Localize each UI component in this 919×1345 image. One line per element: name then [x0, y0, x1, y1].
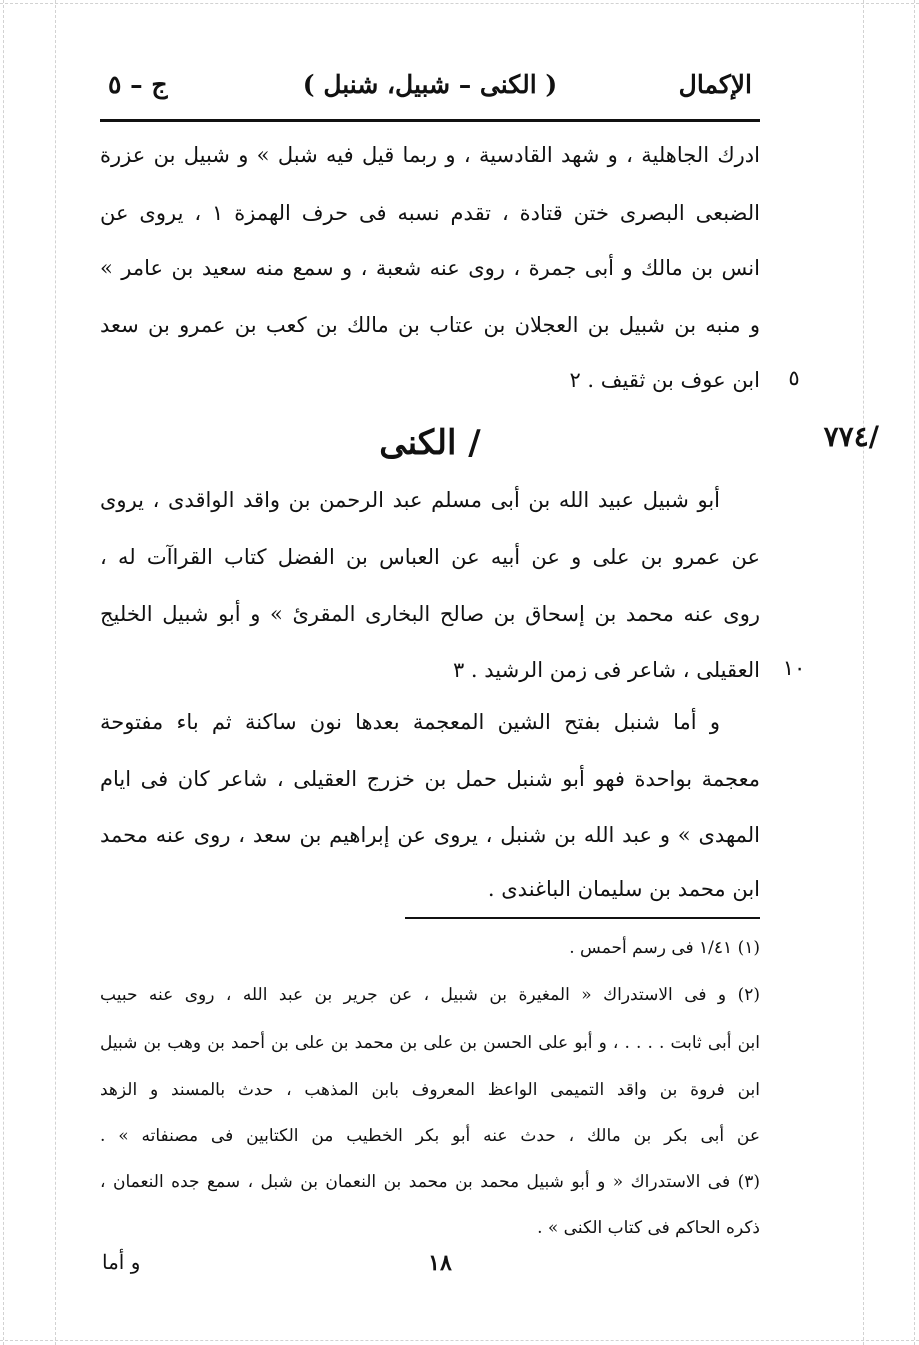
- text-line: روى عنه محمد بن إسحاق بن صالح البخارى المقرئ » و أبو شبيل الخليج: [100, 602, 760, 626]
- text-line: ابن محمد بن سليمان الباغندى .: [487, 877, 760, 901]
- text-line: عن عمرو بن على و عن أبيه عن العباس بن الفضل كتاب القراآت له ،: [100, 545, 760, 569]
- footnote-line: ابن فروة بن واقد التميمى الواعظ المعروف بابن المذهب ، حدث بالمسند و الزهد: [100, 1080, 760, 1100]
- text-line: الضبعى البصرى ختن قتادة ، تقدم نسبه فى حرف الهمزة ١ ، يروى عن: [100, 201, 760, 225]
- footnote-rule: [405, 917, 760, 919]
- text-line: أبو شبيل عبيد الله بن أبى مسلم عبد الرحمن بن واقد الواقدى ، يروى: [100, 488, 720, 512]
- catchword: و أما: [102, 1250, 141, 1274]
- footnote-line: (٢) و فى الاستدراك « المغيرة بن شبيل ، عن جرير بن عبد الله ، روى عنه حبيب: [100, 985, 760, 1005]
- footnote-line: (١) ١/٤١ فى رسم أحمس .: [569, 938, 760, 958]
- line-number: ٥: [788, 366, 800, 390]
- text-line: و أما شنبل بفتح الشين المعجمة بعدها نون ساكنة ثم باء مفتوحة: [100, 710, 720, 734]
- guide-line: [863, 0, 864, 1345]
- header-volume: ج – ٥: [108, 70, 168, 99]
- margin-reference: /٧٧٤: [823, 420, 879, 453]
- text-line: معجمة بواحدة فهو أبو شنبل حمل بن خزرج العقيلى ، شاعر كان فى ايام: [100, 767, 760, 791]
- text-line: ابن عوف بن ثقيف . ٢: [569, 368, 760, 392]
- guide-line: [0, 1340, 919, 1341]
- text-line: المهدى » و عبد الله بن شنبل ، يروى عن إبراهيم بن سعد ، روى عنه محمد: [100, 823, 760, 847]
- section-heading: / الكنى: [379, 423, 481, 463]
- guide-line: [3, 0, 4, 1345]
- footnote-line: ذكره الحاكم فى كتاب الكنى » .: [537, 1218, 760, 1238]
- running-header: [100, 62, 760, 112]
- guide-line: [55, 0, 56, 1345]
- text-line: العقيلى ، شاعر فى زمن الرشيد . ٣: [452, 658, 760, 682]
- header-section: ( الكنى – شبيل، شنبل ): [302, 70, 558, 99]
- footnote-line: (٣) فى الاستدراك « و أبو شبيل محمد بن محمد بن النعمان بن شبل ، سمع جده النعمان ،: [100, 1172, 760, 1192]
- guide-line: [0, 3, 919, 4]
- text-line: انس بن مالك و أبى جمرة ، روى عنه شعبة ، و سمع منه سعيد بن عامر »: [100, 256, 760, 280]
- text-line: ادرك الجاهلية ، و شهد القادسية ، و ربما قيل فيه شبل » و شبيل بن عزرة: [100, 143, 760, 167]
- footnote-line: ابن أبى ثابت . . . . ، و أبو على الحسن بن على بن محمد بن على بن أحمد بن وهب بن شبيل: [100, 1033, 760, 1053]
- header-rule: [100, 119, 760, 122]
- footnote-line: عن أبى بكر بن مالك ، حدث عنه أبو بكر الخطيب من الكتابين فى مصنفاته » .: [100, 1126, 760, 1146]
- line-number: ١٠: [782, 656, 806, 680]
- page-number: ١٨: [428, 1250, 452, 1276]
- header-title: الإكمال: [678, 70, 752, 99]
- text-line: و منبه بن شبيل بن العجلان بن عتاب بن مالك بن كعب بن عمرو بن سعد: [100, 313, 760, 337]
- guide-line: [914, 0, 915, 1345]
